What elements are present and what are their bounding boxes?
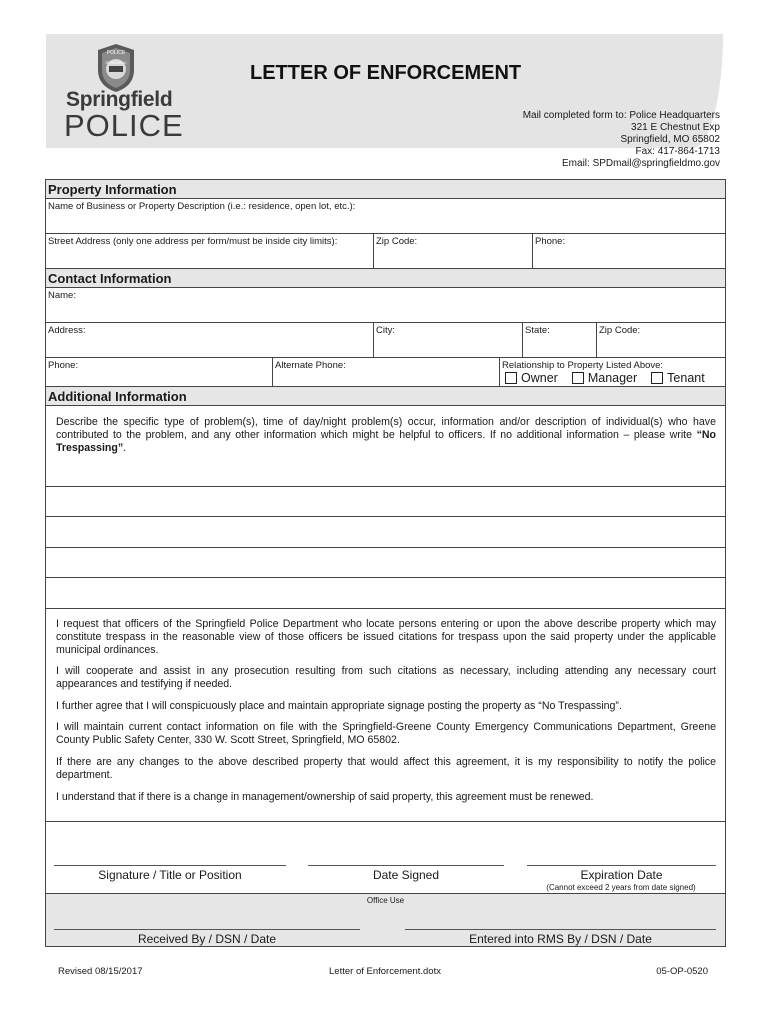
signature-label: Signature / Title or Position: [98, 868, 242, 882]
expiration-date-label: Expiration Date: [580, 868, 663, 882]
writing-line: [46, 516, 725, 517]
section-heading-contact: Contact Information: [46, 269, 725, 288]
street-address-field[interactable]: Street Address (only one address per form/must be inside city limits):: [46, 234, 373, 269]
office-use-label: Office Use: [366, 896, 405, 905]
office-use-band: [46, 893, 725, 946]
relationship-field: Relationship to Property Listed Above:: [500, 358, 725, 387]
contact-name-field[interactable]: Name:: [46, 288, 725, 323]
svg-text:POLICE: POLICE: [106, 50, 126, 56]
additional-instructions: [56, 416, 716, 455]
mail-line: Mail completed form to: Police Headquarters: [522, 110, 720, 121]
date-signed-line[interactable]: [308, 865, 504, 866]
footer-filename: Letter of Enforcement.dotx: [329, 966, 441, 977]
instructions-text: Describe the specific type of problem(s), time of day/night problem(s) occur, information and/or description of individual(s) who have contributed to the problem, and any other information which might be helpful to officers. If no additional information – please write: [56, 416, 716, 441]
agreement-paragraph: I will maintain current contact information on file with the Springfield-Greene County Emergency Communications Department, Greene County Public Safety Center, 330 W. Scott Street, Springfield, MO 65802.: [56, 721, 716, 746]
option-manager[interactable]: [572, 371, 637, 385]
date-signed-label: Date Signed: [372, 868, 440, 882]
property-phone-field[interactable]: Phone:: [533, 234, 725, 269]
property-zip-field[interactable]: Zip Code:: [374, 234, 532, 269]
tenant-label: Tenant: [667, 371, 705, 385]
option-tenant[interactable]: [651, 371, 705, 385]
relationship-options: [505, 371, 705, 385]
writing-line: [46, 547, 725, 548]
police-badge-icon: [94, 42, 138, 94]
agreement-paragraph: I will cooperate and assist in any prosecution resulting from such citations as necessary, including attending any necessary court appearances and testifying if needed.: [56, 665, 716, 690]
page-title: LETTER OF ENFORCEMENT: [250, 62, 522, 84]
owner-checkbox[interactable]: [505, 372, 517, 384]
footer-form-number: 05-OP-0520: [656, 966, 708, 977]
agreement-paragraph: I further agree that I will conspicuously place and maintain appropriate signage posting the property as “No Trespassing”.: [56, 700, 622, 712]
section-heading-property: Property Information: [46, 180, 725, 199]
mail-line: Email: SPDmail@springfieldmo.gov: [562, 158, 720, 169]
section-heading-additional: Additional Information: [46, 387, 725, 406]
logo-word-springfield: Springfield: [66, 88, 173, 111]
option-owner[interactable]: [505, 371, 558, 385]
expiration-note: (Cannot exceed 2 years from date signed): [546, 883, 696, 892]
footer-revised: Revised 08/15/2017: [58, 966, 143, 977]
writing-line: [46, 486, 725, 487]
section-divider: [46, 821, 725, 822]
signature-line[interactable]: [54, 865, 286, 866]
contact-city-field[interactable]: City:: [374, 323, 522, 358]
agreement-paragraph: I understand that if there is a change in management/ownership of said property, this agreement must be renewed.: [56, 791, 594, 803]
enforcement-form: [45, 179, 726, 947]
entered-rms-line[interactable]: [405, 929, 716, 930]
logo-word-police: POLICE: [64, 108, 184, 143]
svg-text:SPRINGFIELD: SPRINGFIELD: [105, 61, 127, 65]
mail-line: Fax: 417-864-1713: [635, 146, 720, 157]
manager-checkbox[interactable]: [572, 372, 584, 384]
instructions-end: .: [123, 442, 127, 454]
received-by-label: Received By / DSN / Date: [137, 932, 277, 946]
contact-phone-field[interactable]: Phone:: [46, 358, 272, 387]
mail-line: 321 E Chestnut Exp: [631, 122, 720, 133]
agreement-paragraph: I request that officers of the Springfield Police Department who locate persons entering or upon the above describe property which may constitute trespass in the reasonable view of those officers be issued citations for trespass upon the said property under the applicable municipal ordinances.: [56, 618, 716, 656]
alternate-phone-field[interactable]: Alternate Phone:: [273, 358, 499, 387]
owner-label: Owner: [521, 371, 558, 385]
writing-line: [46, 608, 725, 609]
springfield-police-logo: [58, 42, 184, 143]
mail-line: Springfield, MO 65802: [620, 134, 720, 145]
entered-rms-label: Entered into RMS By / DSN / Date: [469, 932, 652, 946]
contact-zip-field[interactable]: Zip Code:: [597, 323, 725, 358]
received-by-line[interactable]: [54, 929, 360, 930]
contact-address-field[interactable]: Address:: [46, 323, 373, 358]
agreement-paragraph: If there are any changes to the above described property that would affect this agreement, it is my responsibility to notify the police department.: [56, 756, 716, 781]
writing-line: [46, 577, 725, 578]
instructions-bold: “No Trespassing”: [56, 429, 716, 454]
property-name-field[interactable]: Name of Business or Property Description (i.e.: residence, open lot, etc.):: [46, 199, 725, 234]
expiration-date-line[interactable]: [527, 865, 716, 866]
mailing-info: [523, 110, 720, 170]
manager-label: Manager: [587, 371, 638, 385]
contact-state-field[interactable]: State:: [523, 323, 596, 358]
tenant-checkbox[interactable]: [651, 372, 663, 384]
